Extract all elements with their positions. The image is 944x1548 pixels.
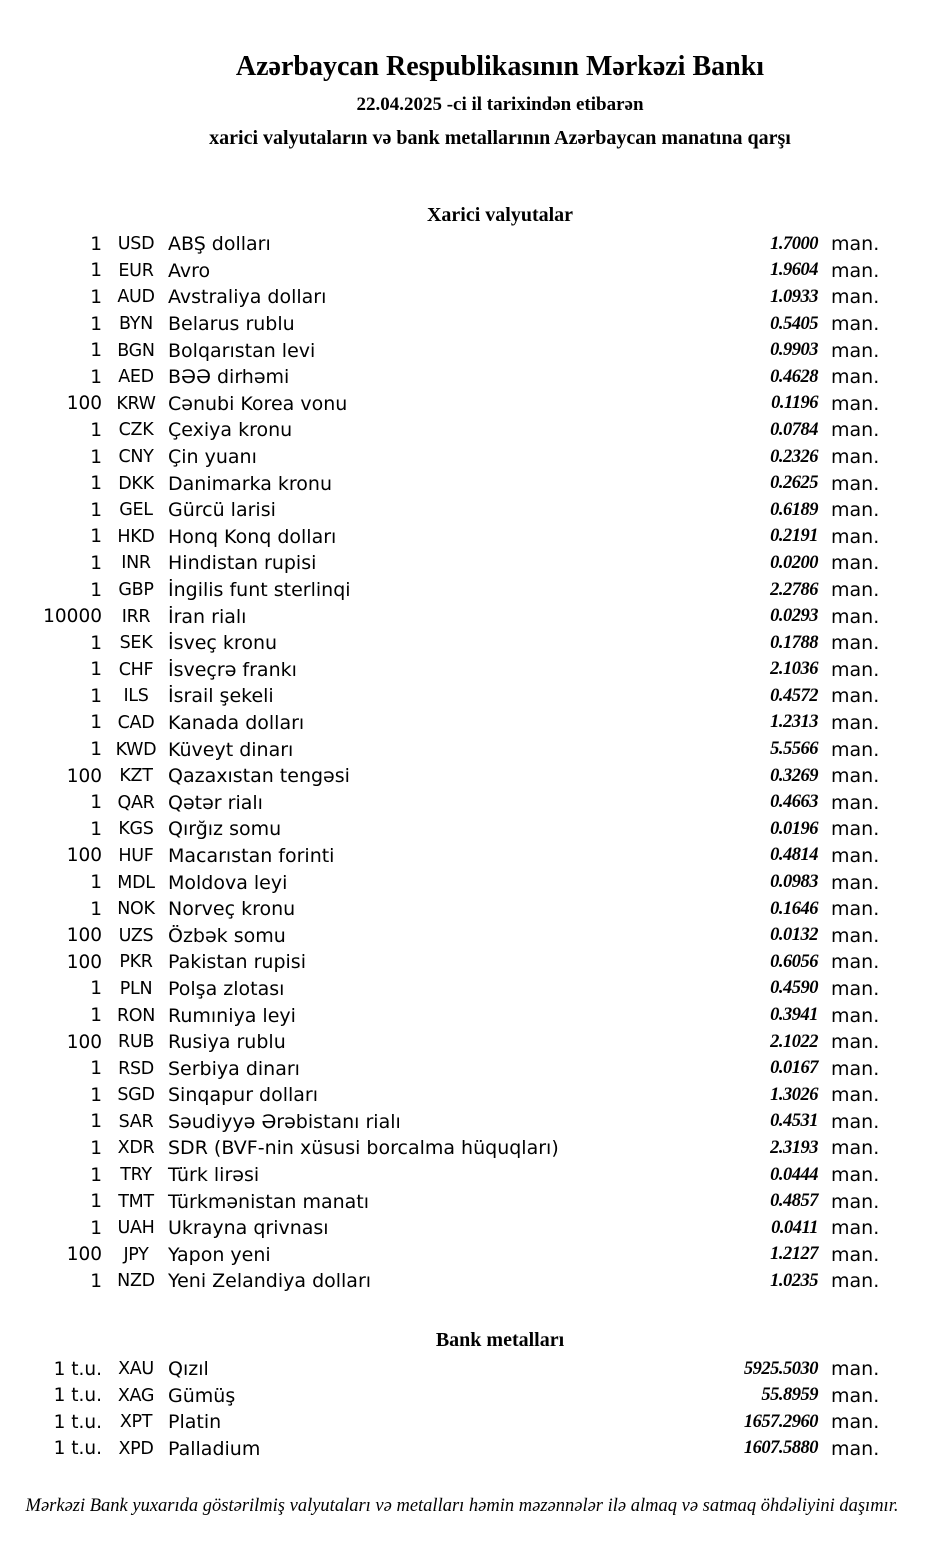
row-quantity: 1 t.u. bbox=[53, 1411, 102, 1433]
row-unit-label: man. bbox=[831, 1358, 880, 1381]
row-currency-code: EUR bbox=[118, 260, 154, 281]
table-row bbox=[0, 630, 944, 657]
row-rate-value: 0.4572 bbox=[770, 685, 818, 706]
row-rate-value: 0.0293 bbox=[770, 606, 818, 627]
table-row bbox=[0, 577, 944, 604]
row-currency-code: QAR bbox=[117, 792, 155, 813]
row-rate-value: 0.0983 bbox=[770, 872, 818, 893]
row-quantity: 1 bbox=[90, 818, 102, 840]
row-currency-name: SDR (BVF-nin xüsusi borcalma hüquqları) bbox=[168, 1137, 559, 1160]
row-unit-label: man. bbox=[831, 419, 880, 442]
row-quantity: 100 bbox=[66, 1031, 102, 1053]
row-rate-value: 0.6189 bbox=[770, 499, 818, 520]
row-rate-value: 2.3193 bbox=[770, 1137, 818, 1158]
row-currency-name: Polşa zlotası bbox=[168, 977, 285, 1000]
row-currency-code: GBP bbox=[118, 580, 154, 601]
row-rate-value: 0.4663 bbox=[770, 792, 818, 813]
table-row bbox=[0, 311, 944, 338]
row-rate-value: 2.1036 bbox=[770, 659, 818, 680]
table-row bbox=[0, 284, 944, 311]
row-currency-name: Səudiyyə Ərəbistanı rialı bbox=[168, 1110, 401, 1133]
row-rate-value: 1.0235 bbox=[770, 1270, 818, 1291]
row-rate-value: 0.9903 bbox=[770, 340, 818, 361]
row-currency-name: İsveç kronu bbox=[168, 632, 278, 655]
table-row bbox=[0, 976, 944, 1003]
row-unit-label: man. bbox=[831, 1384, 880, 1407]
row-unit-label: man. bbox=[831, 339, 880, 362]
row-quantity: 1 bbox=[90, 1137, 102, 1159]
table-row bbox=[0, 763, 944, 790]
table-row bbox=[0, 1162, 944, 1189]
row-rate-value: 0.6056 bbox=[770, 951, 818, 972]
row-currency-code: NOK bbox=[117, 899, 155, 920]
row-unit-label: man. bbox=[831, 499, 880, 522]
row-currency-code: XPT bbox=[119, 1412, 153, 1433]
row-currency-code: XAU bbox=[118, 1359, 154, 1380]
effective-date: 22.04.2025 -ci il tarixindən etibarən bbox=[356, 94, 644, 115]
metals-rate-table bbox=[0, 1356, 944, 1462]
row-unit-label: man. bbox=[831, 1084, 880, 1107]
row-quantity: 100 bbox=[66, 1244, 102, 1266]
row-rate-value: 1.7000 bbox=[770, 233, 818, 254]
row-currency-name: Rusiya rublu bbox=[168, 1031, 286, 1054]
row-currency-name: İsrail şekeli bbox=[168, 685, 274, 708]
row-quantity: 1 bbox=[90, 1111, 102, 1133]
table-row bbox=[0, 789, 944, 816]
row-quantity: 1 bbox=[90, 978, 102, 1000]
row-unit-label: man. bbox=[831, 685, 880, 708]
table-row bbox=[0, 337, 944, 364]
row-unit-label: man. bbox=[831, 818, 880, 841]
table-row bbox=[0, 1436, 944, 1463]
row-currency-code: RSD bbox=[118, 1058, 154, 1079]
row-unit-label: man. bbox=[831, 1137, 880, 1160]
table-row bbox=[0, 922, 944, 949]
row-unit-label: man. bbox=[831, 1243, 880, 1266]
row-currency-code: NZD bbox=[117, 1271, 155, 1292]
table-row bbox=[0, 1082, 944, 1109]
row-unit-label: man. bbox=[831, 472, 880, 495]
row-rate-value: 1607.5880 bbox=[743, 1438, 818, 1459]
table-row bbox=[0, 1382, 944, 1409]
row-quantity: 1 bbox=[90, 872, 102, 894]
row-currency-name: Avro bbox=[168, 259, 211, 282]
row-currency-code: HUF bbox=[118, 845, 154, 866]
row-currency-code: UZS bbox=[118, 925, 154, 946]
row-unit-label: man. bbox=[831, 898, 880, 921]
row-unit-label: man. bbox=[831, 552, 880, 575]
row-rate-value: 0.2191 bbox=[770, 526, 818, 547]
row-quantity: 100 bbox=[66, 925, 102, 947]
table-row bbox=[0, 1409, 944, 1436]
row-currency-name: Serbiya dinarı bbox=[168, 1057, 300, 1080]
row-unit-label: man. bbox=[831, 738, 880, 761]
row-unit-label: man. bbox=[831, 844, 880, 867]
row-currency-name: Norveç kronu bbox=[168, 898, 296, 921]
row-unit-label: man. bbox=[831, 1437, 880, 1460]
row-unit-label: man. bbox=[831, 1110, 880, 1133]
row-rate-value: 0.2625 bbox=[770, 473, 818, 494]
row-currency-name: Belarus rublu bbox=[168, 313, 295, 336]
row-currency-code: CZK bbox=[118, 420, 154, 441]
table-row bbox=[0, 497, 944, 524]
row-currency-name: Danimarka kronu bbox=[168, 472, 333, 495]
row-currency-code: PLN bbox=[119, 978, 153, 999]
row-unit-label: man. bbox=[831, 1164, 880, 1187]
row-rate-value: 0.3269 bbox=[770, 765, 818, 786]
row-rate-value: 0.4531 bbox=[770, 1111, 818, 1132]
row-currency-code: UAH bbox=[117, 1218, 155, 1239]
row-quantity: 1 bbox=[90, 1084, 102, 1106]
table-row bbox=[0, 869, 944, 896]
row-currency-code: CHF bbox=[118, 659, 154, 680]
row-rate-value: 1657.2960 bbox=[743, 1411, 818, 1432]
row-currency-name: Gümüş bbox=[168, 1384, 236, 1407]
row-unit-label: man. bbox=[831, 286, 880, 309]
row-quantity: 1 bbox=[90, 1005, 102, 1027]
row-quantity: 1 bbox=[90, 419, 102, 441]
row-rate-value: 0.0132 bbox=[770, 925, 818, 946]
row-rate-value: 1.2313 bbox=[770, 712, 818, 733]
row-currency-code: GEL bbox=[119, 500, 153, 521]
row-unit-label: man. bbox=[831, 233, 880, 256]
row-rate-value: 0.0200 bbox=[770, 552, 818, 573]
row-currency-name: Palladium bbox=[168, 1437, 261, 1460]
row-currency-code: KWD bbox=[115, 739, 157, 760]
row-rate-value: 0.0784 bbox=[770, 419, 818, 440]
row-currency-name: Moldova leyi bbox=[168, 871, 288, 894]
row-currency-name: Honq Konq dolları bbox=[168, 525, 337, 548]
row-currency-name: BƏƏ dirhəmi bbox=[168, 366, 290, 389]
currency-rate-table bbox=[0, 231, 944, 1295]
row-unit-label: man. bbox=[831, 392, 880, 415]
row-unit-label: man. bbox=[831, 951, 880, 974]
table-row bbox=[0, 444, 944, 471]
row-unit-label: man. bbox=[831, 605, 880, 628]
row-currency-code: ILS bbox=[123, 686, 149, 707]
row-rate-value: 5925.5030 bbox=[743, 1358, 818, 1379]
table-row bbox=[0, 1002, 944, 1029]
table-row bbox=[0, 710, 944, 737]
row-currency-code: CNY bbox=[118, 447, 154, 468]
row-rate-value: 0.4628 bbox=[770, 366, 818, 387]
row-unit-label: man. bbox=[831, 1057, 880, 1080]
row-currency-code: DKK bbox=[118, 473, 154, 494]
row-currency-name: İngilis funt sterlinqi bbox=[168, 579, 351, 602]
currencies-section-heading: Xarici valyutalar bbox=[426, 204, 574, 226]
table-row bbox=[0, 949, 944, 976]
row-quantity: 1 bbox=[90, 366, 102, 388]
row-currency-name: Platin bbox=[168, 1411, 222, 1434]
row-currency-name: Yapon yeni bbox=[168, 1243, 271, 1266]
row-rate-value: 1.0933 bbox=[770, 286, 818, 307]
row-rate-value: 0.4814 bbox=[770, 845, 818, 866]
row-quantity: 1 bbox=[90, 659, 102, 681]
row-rate-value: 0.0444 bbox=[770, 1164, 818, 1185]
row-quantity: 1 bbox=[90, 1270, 102, 1292]
row-unit-label: man. bbox=[831, 579, 880, 602]
row-rate-value: 1.9604 bbox=[770, 260, 818, 281]
table-row bbox=[0, 1135, 944, 1162]
table-row bbox=[0, 1215, 944, 1242]
row-currency-name: Çexiya kronu bbox=[168, 419, 293, 442]
row-rate-value: 0.2326 bbox=[770, 446, 818, 467]
row-currency-name: Qazaxıstan tengəsi bbox=[168, 765, 350, 788]
row-currency-name: Qətər rialı bbox=[168, 791, 263, 814]
row-quantity: 1 bbox=[90, 286, 102, 308]
table-row bbox=[0, 258, 944, 285]
row-currency-name: Rumıniya leyi bbox=[168, 1004, 296, 1027]
table-row bbox=[0, 1356, 944, 1383]
row-rate-value: 0.1646 bbox=[770, 898, 818, 919]
row-currency-name: Macarıstan forinti bbox=[168, 844, 335, 867]
table-row bbox=[0, 603, 944, 630]
row-unit-label: man. bbox=[831, 632, 880, 655]
row-quantity: 10000 bbox=[43, 606, 102, 628]
table-row bbox=[0, 1055, 944, 1082]
row-quantity: 1 bbox=[90, 579, 102, 601]
row-quantity: 1 bbox=[90, 792, 102, 814]
row-quantity: 1 bbox=[90, 1058, 102, 1080]
row-currency-code: RON bbox=[116, 1005, 156, 1026]
row-unit-label: man. bbox=[831, 765, 880, 788]
footer-note: Mərkəzi Bank yuxarıda göstərilmiş valyutaları və metalları həmin məzənnələr ilə almaq və satmaq öhdəliyini daşımır. bbox=[25, 1496, 899, 1517]
row-currency-code: PKR bbox=[119, 952, 153, 973]
row-rate-value: 55.8959 bbox=[761, 1385, 818, 1406]
row-currency-name: Pakistan rupisi bbox=[168, 951, 306, 974]
row-quantity: 1 t.u. bbox=[53, 1438, 102, 1460]
table-row bbox=[0, 1029, 944, 1056]
row-currency-name: Avstraliya dolları bbox=[168, 286, 327, 309]
row-rate-value: 0.0411 bbox=[771, 1217, 818, 1238]
row-currency-name: Hindistan rupisi bbox=[168, 552, 317, 575]
row-currency-code: TRY bbox=[120, 1165, 152, 1186]
row-rate-value: 0.3941 bbox=[770, 1005, 818, 1026]
row-currency-code: KGS bbox=[118, 819, 154, 840]
row-currency-code: AED bbox=[118, 367, 154, 388]
row-rate-value: 2.1022 bbox=[770, 1031, 818, 1052]
row-rate-value: 0.1788 bbox=[770, 632, 818, 653]
row-currency-name: Özbək somu bbox=[168, 924, 286, 947]
row-quantity: 1 bbox=[90, 739, 102, 761]
row-quantity: 1 t.u. bbox=[53, 1358, 102, 1380]
row-unit-label: man. bbox=[831, 871, 880, 894]
table-row bbox=[0, 657, 944, 684]
row-currency-code: BGN bbox=[117, 340, 155, 361]
row-unit-label: man. bbox=[831, 1217, 880, 1240]
row-quantity: 1 bbox=[90, 473, 102, 495]
table-row bbox=[0, 391, 944, 418]
row-currency-code: JPY bbox=[123, 1244, 149, 1265]
table-row bbox=[0, 896, 944, 923]
row-quantity: 1 bbox=[90, 340, 102, 362]
row-currency-code: RUB bbox=[117, 1032, 155, 1053]
row-currency-name: Türkmənistan manatı bbox=[168, 1190, 370, 1213]
row-quantity: 1 bbox=[90, 313, 102, 335]
row-rate-value: 5.5566 bbox=[770, 739, 818, 760]
row-currency-code: KZT bbox=[119, 766, 153, 787]
row-unit-label: man. bbox=[831, 1031, 880, 1054]
row-unit-label: man. bbox=[831, 1270, 880, 1293]
row-unit-label: man. bbox=[831, 1411, 880, 1434]
row-currency-code: XPD bbox=[118, 1438, 154, 1459]
row-currency-name: Ukrayna qrivnası bbox=[168, 1217, 329, 1240]
row-quantity: 1 bbox=[90, 499, 102, 521]
row-currency-code: AUD bbox=[117, 287, 155, 308]
row-currency-name: Qızıl bbox=[168, 1358, 209, 1381]
row-unit-label: man. bbox=[831, 259, 880, 282]
row-quantity: 1 bbox=[90, 233, 102, 255]
table-row bbox=[0, 843, 944, 870]
row-quantity: 1 bbox=[90, 1191, 102, 1213]
row-unit-label: man. bbox=[831, 446, 880, 469]
row-currency-code: MDL bbox=[117, 872, 155, 893]
row-unit-label: man. bbox=[831, 1004, 880, 1027]
row-currency-name: Küveyt dinarı bbox=[168, 738, 294, 761]
row-currency-name: İran rialı bbox=[168, 605, 247, 628]
row-unit-label: man. bbox=[831, 313, 880, 336]
table-row bbox=[0, 1109, 944, 1136]
row-currency-name: Gürcü larisi bbox=[168, 499, 276, 522]
row-currency-name: Qırğız somu bbox=[168, 818, 282, 841]
table-row bbox=[0, 736, 944, 763]
row-quantity: 100 bbox=[66, 951, 102, 973]
table-row bbox=[0, 816, 944, 843]
row-quantity: 1 bbox=[90, 446, 102, 468]
row-currency-code: BYN bbox=[119, 314, 153, 335]
row-quantity: 100 bbox=[66, 393, 102, 415]
row-rate-value: 1.2127 bbox=[770, 1244, 818, 1265]
row-unit-label: man. bbox=[831, 525, 880, 548]
row-quantity: 1 bbox=[90, 552, 102, 574]
row-currency-code: HKD bbox=[117, 526, 155, 547]
row-rate-value: 0.4857 bbox=[770, 1191, 818, 1212]
row-rate-value: 0.5405 bbox=[770, 313, 818, 334]
row-quantity: 1 bbox=[90, 685, 102, 707]
row-rate-value: 2.2786 bbox=[770, 579, 818, 600]
table-row bbox=[0, 1242, 944, 1269]
row-quantity: 100 bbox=[66, 765, 102, 787]
row-currency-name: Yeni Zelandiya dolları bbox=[168, 1270, 372, 1293]
table-row bbox=[0, 550, 944, 577]
row-rate-value: 1.3026 bbox=[770, 1084, 818, 1105]
row-unit-label: man. bbox=[831, 924, 880, 947]
row-quantity: 1 bbox=[90, 898, 102, 920]
row-quantity: 1 bbox=[90, 712, 102, 734]
row-currency-code: CAD bbox=[117, 712, 155, 733]
row-currency-name: Cənubi Korea vonu bbox=[168, 392, 348, 415]
row-unit-label: man. bbox=[831, 366, 880, 389]
row-currency-name: Türk lirəsi bbox=[168, 1164, 260, 1187]
row-unit-label: man. bbox=[831, 658, 880, 681]
row-currency-name: İsveçrə frankı bbox=[168, 658, 297, 681]
row-unit-label: man. bbox=[831, 711, 880, 734]
table-row bbox=[0, 417, 944, 444]
row-quantity: 1 t.u. bbox=[53, 1385, 102, 1407]
row-currency-code: XAG bbox=[117, 1385, 155, 1406]
row-currency-code: SGD bbox=[117, 1085, 155, 1106]
table-row bbox=[0, 1188, 944, 1215]
row-currency-code: SEK bbox=[119, 633, 153, 654]
row-quantity: 1 bbox=[90, 260, 102, 282]
table-row bbox=[0, 364, 944, 391]
row-quantity: 1 bbox=[90, 1217, 102, 1239]
row-unit-label: man. bbox=[831, 977, 880, 1000]
row-rate-value: 0.0167 bbox=[770, 1058, 818, 1079]
page-title: Azərbaycan Respublikasının Mərkəzi Bankı bbox=[235, 51, 765, 82]
row-currency-code: TMT bbox=[118, 1191, 154, 1212]
row-rate-value: 0.1196 bbox=[771, 393, 818, 414]
row-currency-code: KRW bbox=[116, 393, 156, 414]
row-currency-code: XDR bbox=[117, 1138, 155, 1159]
table-row bbox=[0, 683, 944, 710]
row-rate-value: 0.0196 bbox=[770, 818, 818, 839]
row-currency-code: IRR bbox=[121, 606, 151, 627]
row-rate-value: 0.4590 bbox=[770, 978, 818, 999]
row-currency-code: SAR bbox=[118, 1111, 154, 1132]
row-currency-name: Bolqarıstan levi bbox=[168, 339, 316, 362]
table-row bbox=[0, 524, 944, 551]
row-quantity: 1 bbox=[90, 1164, 102, 1186]
row-currency-code: INR bbox=[121, 553, 151, 574]
row-currency-name: Kanada dolları bbox=[168, 711, 305, 734]
row-currency-name: Çin yuanı bbox=[168, 446, 257, 469]
document-subtitle: xarici valyutaların və bank metallarının Azərbaycan manatına qarşı bbox=[209, 127, 791, 149]
table-row bbox=[0, 470, 944, 497]
row-currency-code: USD bbox=[117, 234, 155, 255]
metals-section-heading: Bank metalları bbox=[435, 1328, 565, 1351]
row-unit-label: man. bbox=[831, 791, 880, 814]
row-currency-name: ABŞ dolları bbox=[168, 233, 271, 256]
table-row bbox=[0, 1268, 944, 1295]
row-quantity: 1 bbox=[90, 526, 102, 548]
row-currency-name: Sinqapur dolları bbox=[168, 1084, 319, 1107]
row-unit-label: man. bbox=[831, 1190, 880, 1213]
table-row bbox=[0, 231, 944, 258]
row-quantity: 1 bbox=[90, 632, 102, 654]
row-quantity: 100 bbox=[66, 845, 102, 867]
